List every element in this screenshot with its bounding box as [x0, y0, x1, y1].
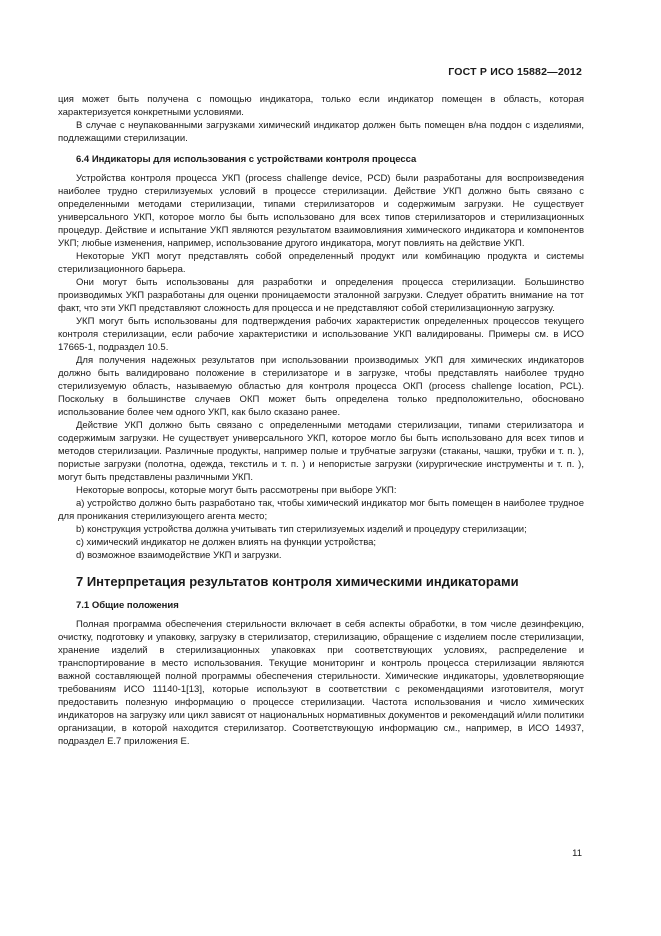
list-item: c) химический индикатор не должен влиять на функции устройства; [76, 537, 377, 548]
page-body [58, 93, 584, 748]
list-item: b) конструкция устройства должна учитывать тип стерилизуемых изделий и процедуру стерилизации; [76, 524, 527, 535]
paragraph: Полная программа обеспечения стерильности включает в себя аспекты обработки, в том числе дезинфекцию, очистку, подготовку и упаковку, загрузку в стерилизатор, стерилизацию, обращение с изделием после стерилизации, хранение изделий в стерилизационных упаковках при соответствующих условиях, распределение и транспортирование в место использования. Текущие мониторинг и контроль процесса стерилизации являются важной составляющей полной программы обеспечения стерильности. Химические индикаторы, удовлетворяющие требованиям ИСО 11140-1[13], которые используют в соответствии с рекомендациями изготовителя, могут предоставить полезную информацию о процессе стерилизации. Частота использования и число химических индикаторов на загрузку или цикл зависят от национальных нормативных документов и рекомендаций и/или политики организации, в которой находится стерилизатор. Соответствующую информацию см., например, в ИСО 14937, подраздел Е.7 приложения Е. [58, 619, 584, 747]
paragraph: ция может быть получена с помощью индикатора, только если индикатор помещен в область, которая характеризуется конкретными условиями. [58, 94, 584, 118]
page-number: 11 [572, 848, 582, 859]
paragraph: Некоторые УКП могут представлять собой определенный продукт или комбинацию продукта и системы стерилизационного барьера. [58, 251, 584, 275]
paragraph: Они могут быть использованы для разработки и определения процесса стерилизации. Большинство производимых УКП разработаны для оценки проницаемости эталонной загрузки. Следует обратить внимание на тот факт, что эти УКП представляют сложность для процесса и не представляют собой стерилизационную загрузку. [58, 277, 584, 314]
paragraph: Устройства контроля процесса УКП (process challenge device, PCD) были разработаны для воспроизведения наиболее трудно стерилизуемых условий в процессе стерилизации. Действие УКП должно быть связано с определенными методами стерилизации, типами стерилизаторов и содержимым загрузки. Не существует универсального УКП, которое могло бы быть использовано для всех типов стерилизаторов и стерилизационных процедур. Действие и испытание УКП являются результатом взаимовлияния химического индикатора и компонентов УКП; любые изменения, например, использование другого индикатора, могут повлиять на действие УКП. [58, 173, 584, 249]
section-heading-7-1: 7.1 Общие положения [76, 600, 179, 611]
section-heading-6-4: 6.4 Индикаторы для использования с устройствами контроля процесса [76, 154, 417, 165]
paragraph: Некоторые вопросы, которые могут быть рассмотрены при выборе УКП: [76, 485, 397, 496]
paragraph: Действие УКП должно быть связано с определенными методами стерилизации, типами стерилизатора и содержимым загрузки. Не существует универсального УКП, которое могло бы быть использовано для всех типов и методов стерилизации. Различные продукты, например полые и трубчатые загрузки (стаканы, чашки, трубки и т. п. ), пористые загрузки (полотна, одежда, текстиль и т. п. ) и непористые загрузки (хирургические инструменты и т. п. ), могут быть представлены различными УКП. [58, 420, 584, 483]
list-item: а) устройство должно быть разработано так, чтобы химический индикатор мог быть помещен в наиболее трудное для проникания стерилизующего агента место; [58, 498, 584, 522]
section-heading-7: 7 Интерпретация результатов контроля химическими индикаторами [76, 574, 519, 589]
paragraph: В случае с неупакованными загрузками химический индикатор должен быть помещен в/на поддон с изделиями, подлежащими стерилизации. [58, 120, 584, 144]
document-header: ГОСТ Р ИСО 15882—2012 [448, 66, 582, 78]
paragraph: УКП могут быть использованы для подтверждения рабочих характеристик определенных процессов текущего контроля стерилизации, если рабочие характеристики и использование УКП валидированы. Примеры см. в ИСО 17665-1, подраздел 10.5. [58, 316, 584, 353]
paragraph: Для получения надежных результатов при использовании производимых УКП для химических индикаторов должно быть валидировано положение в стерилизаторе и в загрузке, чтобы представлять наиболее трудно стерилизуемую область, называемую областью для контроля процесса ОКП (process challenge location, PCL). Поскольку в большинстве случаев ОКП может быть определена только предположительно, обосновано использование более чем одного УКП, как было сказано ранее. [58, 355, 584, 418]
list-item: d) возможное взаимодействие УКП и загрузки. [76, 550, 282, 561]
